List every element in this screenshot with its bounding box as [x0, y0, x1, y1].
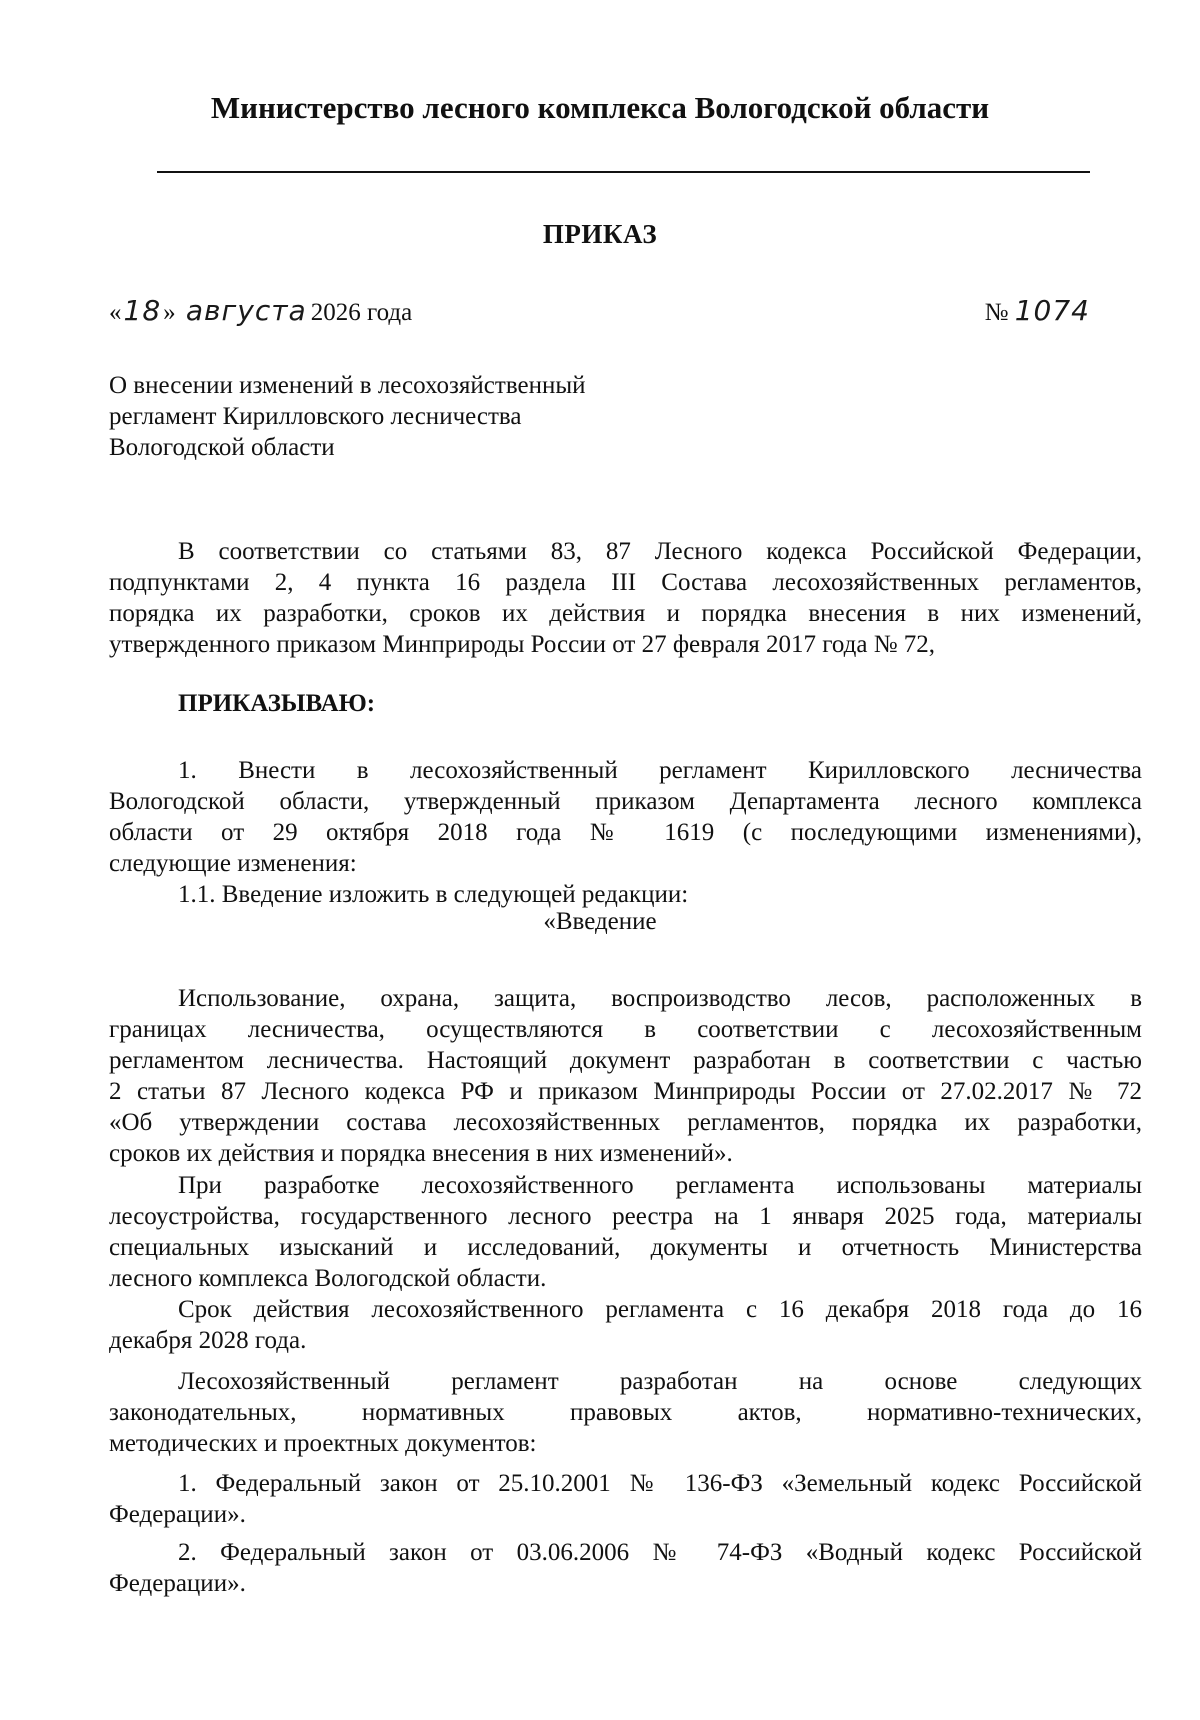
subject-line: О внесении изменений в лесохозяйственный — [109, 372, 586, 399]
date-month-handwritten: августа — [185, 294, 307, 327]
text-line: Федерации». — [109, 1501, 246, 1528]
subject-line: регламент Кирилловского лесничества — [109, 403, 522, 430]
text-line: декабря 2028 года. — [109, 1327, 307, 1354]
para-basis — [109, 1366, 1142, 1459]
preamble — [109, 536, 1142, 660]
text-line: подпунктами 2, 4 пункта 16 раздела III Состава лесохозяйственных регламентов, — [109, 569, 1142, 596]
order-number — [985, 294, 1090, 327]
text-line: границах лесничества, осуществляются в соответствии с лесохозяйственным — [109, 1016, 1142, 1043]
law-item-2 — [109, 1537, 1142, 1599]
order-title: ПРИКАЗ — [542, 219, 658, 249]
text-line: Федерации». — [109, 1570, 246, 1597]
text-line: области от 29 октября 2018 года № 1619 (с последующими изменениями), — [109, 819, 1142, 846]
date-open-quote: « — [109, 299, 122, 326]
ministry-title: Министерство лесного комплекса Вологодской области — [210, 90, 990, 125]
text-line: Срок действия лесохозяйственного регламента с 16 декабря 2018 года до 16 — [178, 1296, 1142, 1323]
para-materials — [109, 1170, 1142, 1294]
text-line: лесоустройства, государственного лесного реестра на 1 января 2025 года, материалы — [109, 1203, 1142, 1230]
text-line: сроков их действия и порядка внесения в них изменений». — [109, 1140, 733, 1167]
order-subject — [109, 370, 586, 463]
text-line: законодательных, нормативных правовых актов, нормативно-технических, — [109, 1399, 1142, 1426]
subject-line: Вологодской области — [109, 434, 335, 461]
text-line: специальных изысканий и исследований, документы и отчетность Министерства — [109, 1234, 1142, 1261]
text-line: порядка их разработки, сроков их действия и порядка внесения в них изменений, — [109, 600, 1142, 627]
date-close-quote: » — [163, 299, 176, 326]
text-line: следующие изменения: — [109, 850, 357, 877]
item-1 — [109, 755, 1142, 910]
text-line: 2 статьи 87 Лесного кодекса РФ и приказом Минприроды России от 27.02.2017 № 72 — [109, 1078, 1142, 1105]
text-line: В соответствии со статьями 83, 87 Лесного кодекса Российской Федерации, — [178, 538, 1142, 565]
text-line: методических и проектных документов: — [109, 1430, 537, 1457]
text-line: лесного комплекса Вологодской области. — [109, 1265, 547, 1292]
text-line: Вологодской области, утвержденный приказом Департамента лесного комплекса — [109, 788, 1142, 815]
number-prefix: № — [984, 299, 1009, 326]
para-term — [109, 1294, 1142, 1356]
para-usage — [109, 983, 1142, 1169]
text-line: «Об утверждении состава лесохозяйственных регламентов, порядка их разработки, — [109, 1109, 1142, 1136]
order-date — [109, 294, 412, 327]
text-line: При разработке лесохозяйственного регламента использованы материалы — [178, 1172, 1142, 1199]
item-1-1: 1.1. Введение изложить в следующей редакции: — [178, 881, 689, 908]
text-line: 1. Федеральный закон от 25.10.2001 № 136-ФЗ «Земельный кодекс Российской — [178, 1470, 1142, 1497]
date-day-handwritten: 18 — [123, 294, 162, 327]
header-rule — [157, 171, 1090, 173]
law-item-1 — [109, 1468, 1142, 1530]
text-line: 1. Внести в лесохозяйственный регламент Кирилловского лесничества — [178, 757, 1142, 784]
intro-title: «Введение — [543, 908, 657, 935]
text-line: утвержденного приказом Минприроды России от 27 февраля 2017 года № 72, — [109, 631, 936, 658]
text-line: регламентом лесничества. Настоящий документ разработан в соответствии с частью — [109, 1047, 1142, 1074]
number-handwritten: 1074 — [1014, 294, 1090, 327]
date-year: 2026 года — [310, 299, 413, 326]
text-line: Использование, охрана, защита, воспроизводство лесов, расположенных в — [178, 985, 1142, 1012]
order-word: ПРИКАЗЫВАЮ: — [178, 690, 376, 717]
text-line: 2. Федеральный закон от 03.06.2006 № 74-ФЗ «Водный кодекс Российской — [178, 1539, 1142, 1566]
text-line: Лесохозяйственный регламент разработан на основе следующих — [178, 1368, 1142, 1395]
